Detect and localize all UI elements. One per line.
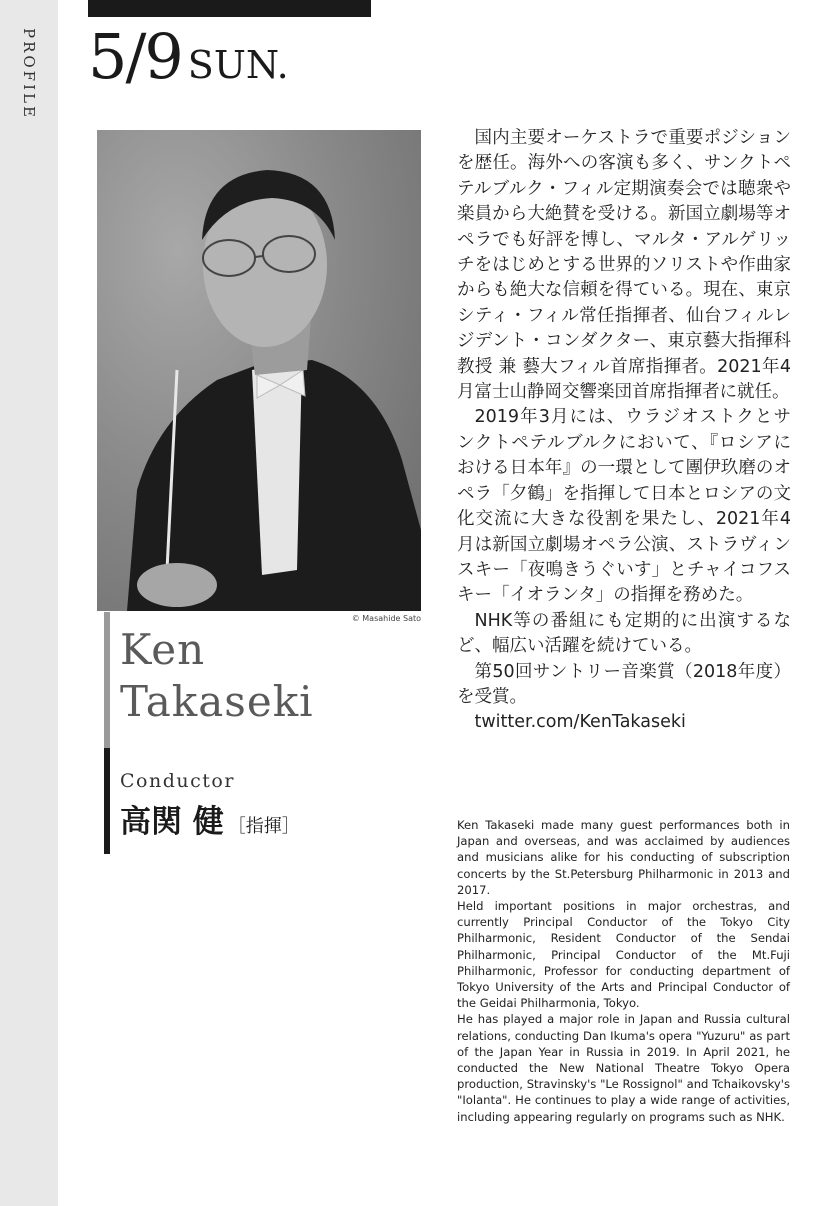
artist-role-en: Conductor [120,770,235,792]
artist-name-ja: 高関 健 [120,804,224,840]
artist-name-ja-block [120,796,300,841]
role-accent-bar [104,748,110,854]
name-accent-bar [104,612,110,748]
bio-en-paragraph: He has played a major role in Japan and Russia cultural relations, conducting Dan Ikuma's opera "Yuzuru" as part of the Japan Year in Russia in 2019. In April 2021, he conducted the New National Theatre Tokyo Opera production, Stravinsky's "Le Rossignol" and Tchaikovsky's "Iolanta". He continues to play a wide range of activities, including appearing regularly on programs such as NHK. [457,1012,790,1124]
date-weekday: SUN. [187,43,289,87]
twitter-link[interactable]: twitter.com/KenTakaseki [474,712,686,733]
bio-en-paragraph: Held important positions in major orchestras, and currently Principal Conductor of the Tokyo City Philharmonic, Resident Conductor of the Sendai Philharmonic, Principal Conductor of the Mt.Fuji Philharmonic, Professor for conducting department of Tokyo University of the Arts and Principal Conductor of the Geidai Philharmonia, Tokyo. [457,899,790,1011]
artist-role-ja: ［指揮］ [227,816,300,837]
bio-ja-paragraph: 第50回サントリー音楽賞（2018年度）を受賞。 [457,661,791,707]
conductor-photo [97,130,421,611]
bio-en-paragraph: Ken Takaseki made many guest performances both in Japan and overseas, and was acclaimed by audiences and musicians alike for his conducting of subscription concerts by the St.Petersburg Philharmonic in 2013 and 2017. [457,818,790,897]
artist-first-name: Ken [120,625,206,674]
bio-ja-paragraph: 国内主要オーケストラで重要ポジションを歴任。海外への客演も多く、サンクトペテルブルク・フィル定期演奏会では聴衆や楽員から大絶賛を受ける。新国立劇場等オペラでも好評を博し、マルタ・アルゲリッチをはじめとする世界的ソリストや作曲家からも絶大な信頼を得ている。現在、東京シティ・フィル常任指揮者、仙台フィルレジデント・コンダクター、東京藝大指揮科教授 兼 藝大フィル首席指揮者。2021年4月富士山静岡交響楽団首席指揮者に就任。 [457,128,791,403]
artist-name-en [120,624,314,728]
concert-date [88,20,289,93]
date-number: 5/9 [88,20,182,93]
bio-ja-paragraph: NHK等の番組にも定期的に出演するなど、幅広い活躍を続けている。 [457,610,791,657]
bio-ja-paragraph: 2019年3月には、ウラジオストクとサンクトペテルブルクにおいて、『ロシアにおける日本年』の一環として團伊玖磨のオペラ「夕鶴」を指揮して日本とロシアの文化交流に大きな役割を果たし、2021年4月は新国立劇場オペラ公演、ストラヴィンスキー「夜鳴きうぐいす」とチャイコフスキー「イオランタ」の指揮を務めた。 [457,407,791,606]
top-bar [88,0,371,17]
artist-last-name: Takaseki [120,677,314,726]
section-label: PROFILE [20,28,38,120]
biography-japanese [457,126,791,736]
biography-english [457,817,790,1125]
side-strip [0,0,58,1206]
conductor-portrait-icon [97,130,421,611]
photo-credit: © Masahide Sato [351,614,421,623]
